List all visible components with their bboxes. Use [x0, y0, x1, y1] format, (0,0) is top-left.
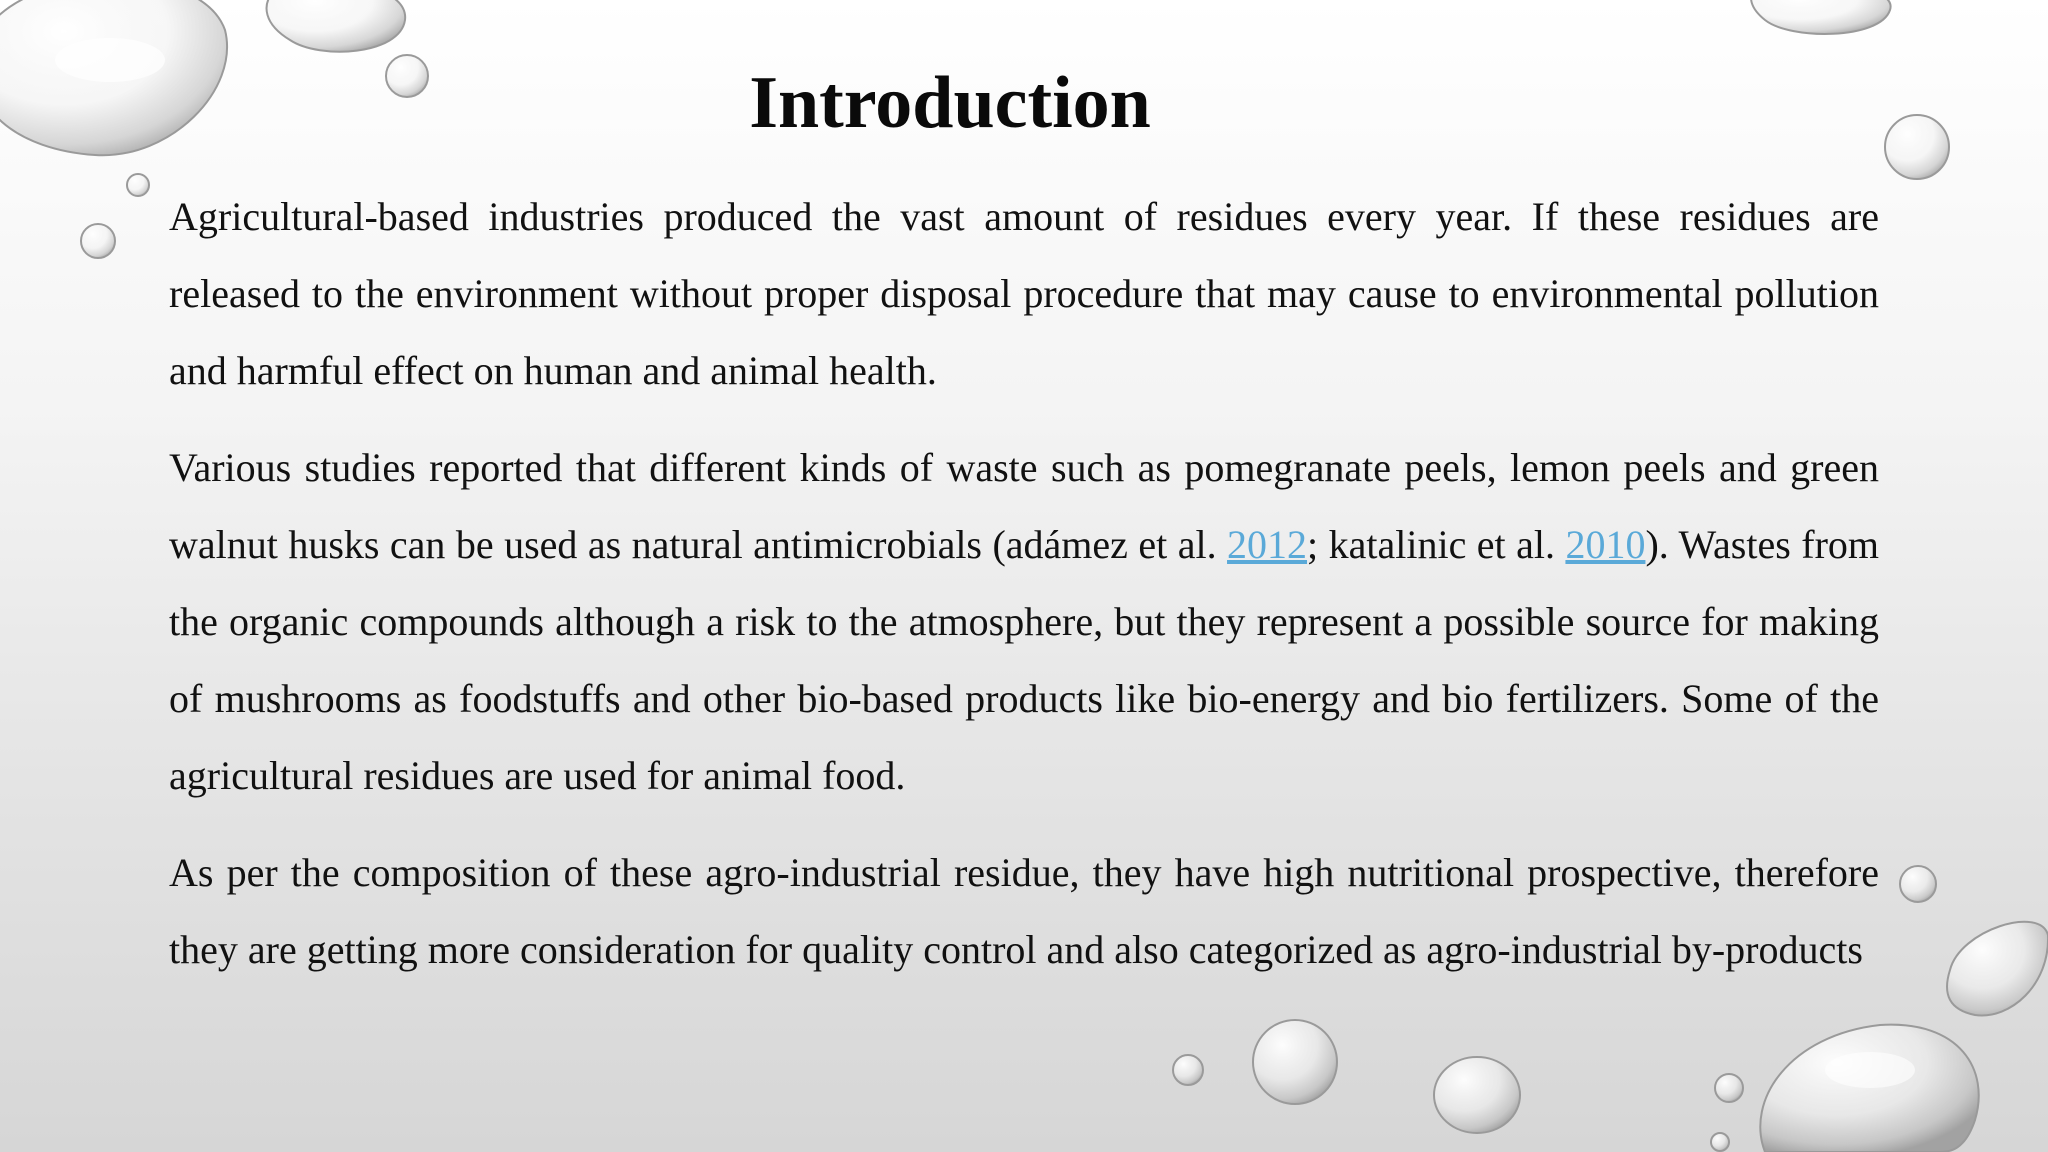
paragraph-studies: [169, 429, 1879, 814]
water-drop-icon: [1711, 1133, 1729, 1151]
water-drop-icon: [81, 224, 115, 258]
paragraph-text: ). Wastes from the organic compounds although a risk to the atmosphere, but they represent a possible source for making of mushrooms as foodstuffs and other bio-based products like bio-energy and bio fertilizers. Some of the agricultural residues are used for animal food.: [169, 522, 1880, 798]
water-drop-icon: [1751, 0, 1890, 34]
water-drop-icon: [1434, 1057, 1520, 1133]
water-drop-icon: [127, 174, 149, 196]
paragraph-residues: Agricultural-based industries produced the vast amount of residues every year. If these residues are released to the environment without proper disposal procedure that may cause to environmental pollution and harmful effect on human and animal health.: [169, 194, 1879, 393]
water-drop-icon: [267, 0, 406, 52]
water-drop-icon: [1715, 1074, 1743, 1102]
citation-link-2010[interactable]: 2010: [1565, 522, 1646, 567]
slide-title: Introduction: [749, 62, 1151, 144]
slide-body: [169, 178, 1879, 1008]
water-drop-icon: [1760, 1025, 1978, 1152]
paragraph-text: ; katalinic et al.: [1307, 522, 1566, 567]
water-drop-icon: [1947, 922, 2048, 1016]
water-drop-icon: [1900, 866, 1936, 902]
paragraph-composition: As per the composition of these agro-industrial residue, they have high nutritional prospective, therefore they are getting more consideration for quality control and also categorized as agro-industrial by-products: [169, 850, 1879, 972]
water-drop-icon: [1253, 1020, 1337, 1104]
citation-link-2012[interactable]: 2012: [1227, 522, 1308, 567]
water-drop-icon: [1173, 1055, 1203, 1085]
paragraph-text: Various studies reported that different kinds of waste such as pomegranate peels, lemon peels and green walnut husks can be used as natural antimicrobials (adámez et al.: [169, 445, 1879, 567]
